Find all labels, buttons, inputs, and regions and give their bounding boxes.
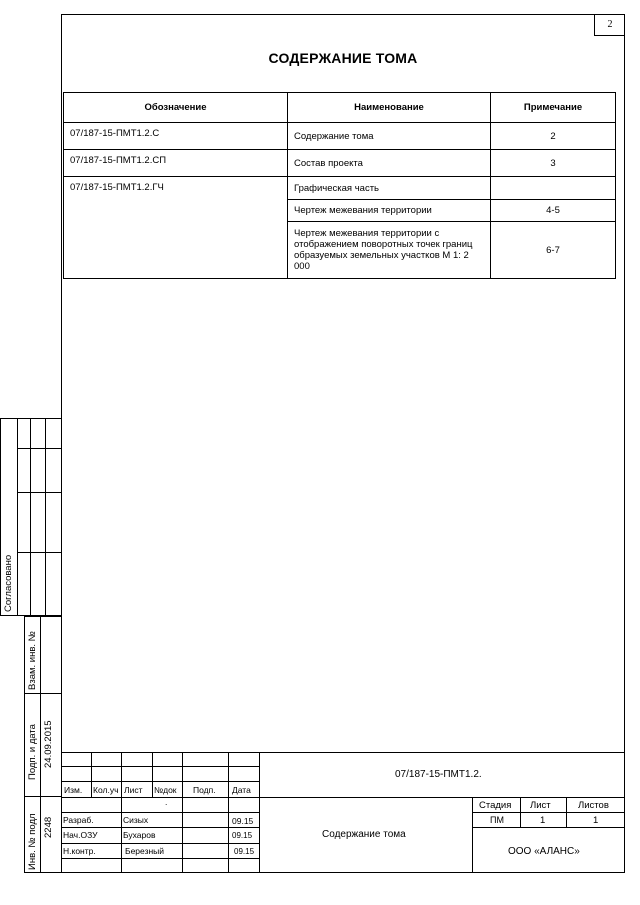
name-head: Бухаров [123,830,156,840]
table-row [64,177,616,200]
role-norm-control: Н.контр. [63,846,96,856]
column-header-designation: Обозначение [64,93,288,123]
page-title: СОДЕРЖАНИЕ ТОМА [268,50,418,66]
row-name: Графическая часть [288,177,491,200]
role-head: Нач.ОЗУ [63,830,98,840]
row-note: 6-7 [491,222,616,279]
stamp-doc-title: Содержание тома [322,829,406,840]
stamp-col-sheet: Лист [124,785,143,795]
company-name: ООО «АЛАНС» [508,846,580,857]
row-name: Содержание тома [288,123,491,150]
row-designation: 07/187-15-ПМТ1.2.С [64,123,288,150]
date-head: 09.15 [232,831,253,840]
sheet-value: 1 [540,815,546,826]
agreed-label: Согласовано [3,554,14,612]
inv-number-value: 2248 [43,816,54,838]
sheets-label: Листов [578,800,609,811]
stamp-col-sign: Подп. [193,785,216,795]
page-number: 2 [594,14,625,36]
row-note: 3 [491,150,616,177]
inv-number-label: Инв. № подл [27,813,38,870]
role-developer: Разраб. [63,815,94,825]
replace-inv-label: Взам. инв. № [27,631,38,690]
stamp-col-date: Дата [232,785,251,795]
stamp-col-docnum: №док [154,785,177,795]
sheet-label: Лист [530,800,551,811]
table-row [64,123,616,150]
sheets-value: 1 [593,815,599,826]
sign-date-value: 24.09.2015 [43,720,54,768]
row-note: 2 [491,123,616,150]
name-developer: Сизых [123,815,149,825]
stamp-col-count: Кол.уч [93,785,119,795]
row-note [491,177,616,200]
stage-label: Стадия [479,800,512,811]
document-code: 07/187-15-ПМТ1.2. [395,769,482,780]
row-designation: 07/187-15-ПМТ1.2.СП [64,150,288,177]
row-note: 4-5 [491,200,616,222]
sign-date-label: Подп. и дата [27,724,38,780]
contents-table [63,92,616,279]
row-name: Чертеж межевания территории [288,200,491,222]
row-name: Состав проекта [288,150,491,177]
column-header-note: Примечание [491,93,616,123]
row-designation: 07/187-15-ПМТ1.2.ГЧ [64,177,288,279]
stamp-dot: . [165,797,168,807]
column-header-name: Наименование [288,93,491,123]
stage-value: ПМ [490,815,504,825]
date-developer: 09.15 [232,816,254,826]
name-norm-control: Березный [125,846,165,856]
table-row [64,150,616,177]
table-header-row [64,93,616,123]
stamp-col-change: Изм. [64,785,83,795]
date-norm-control: 09.15 [234,847,255,856]
row-name: Чертеж межевания территории с отображением поворотных точек границ образуемых земельных участков М 1: 2 000 [288,222,491,279]
